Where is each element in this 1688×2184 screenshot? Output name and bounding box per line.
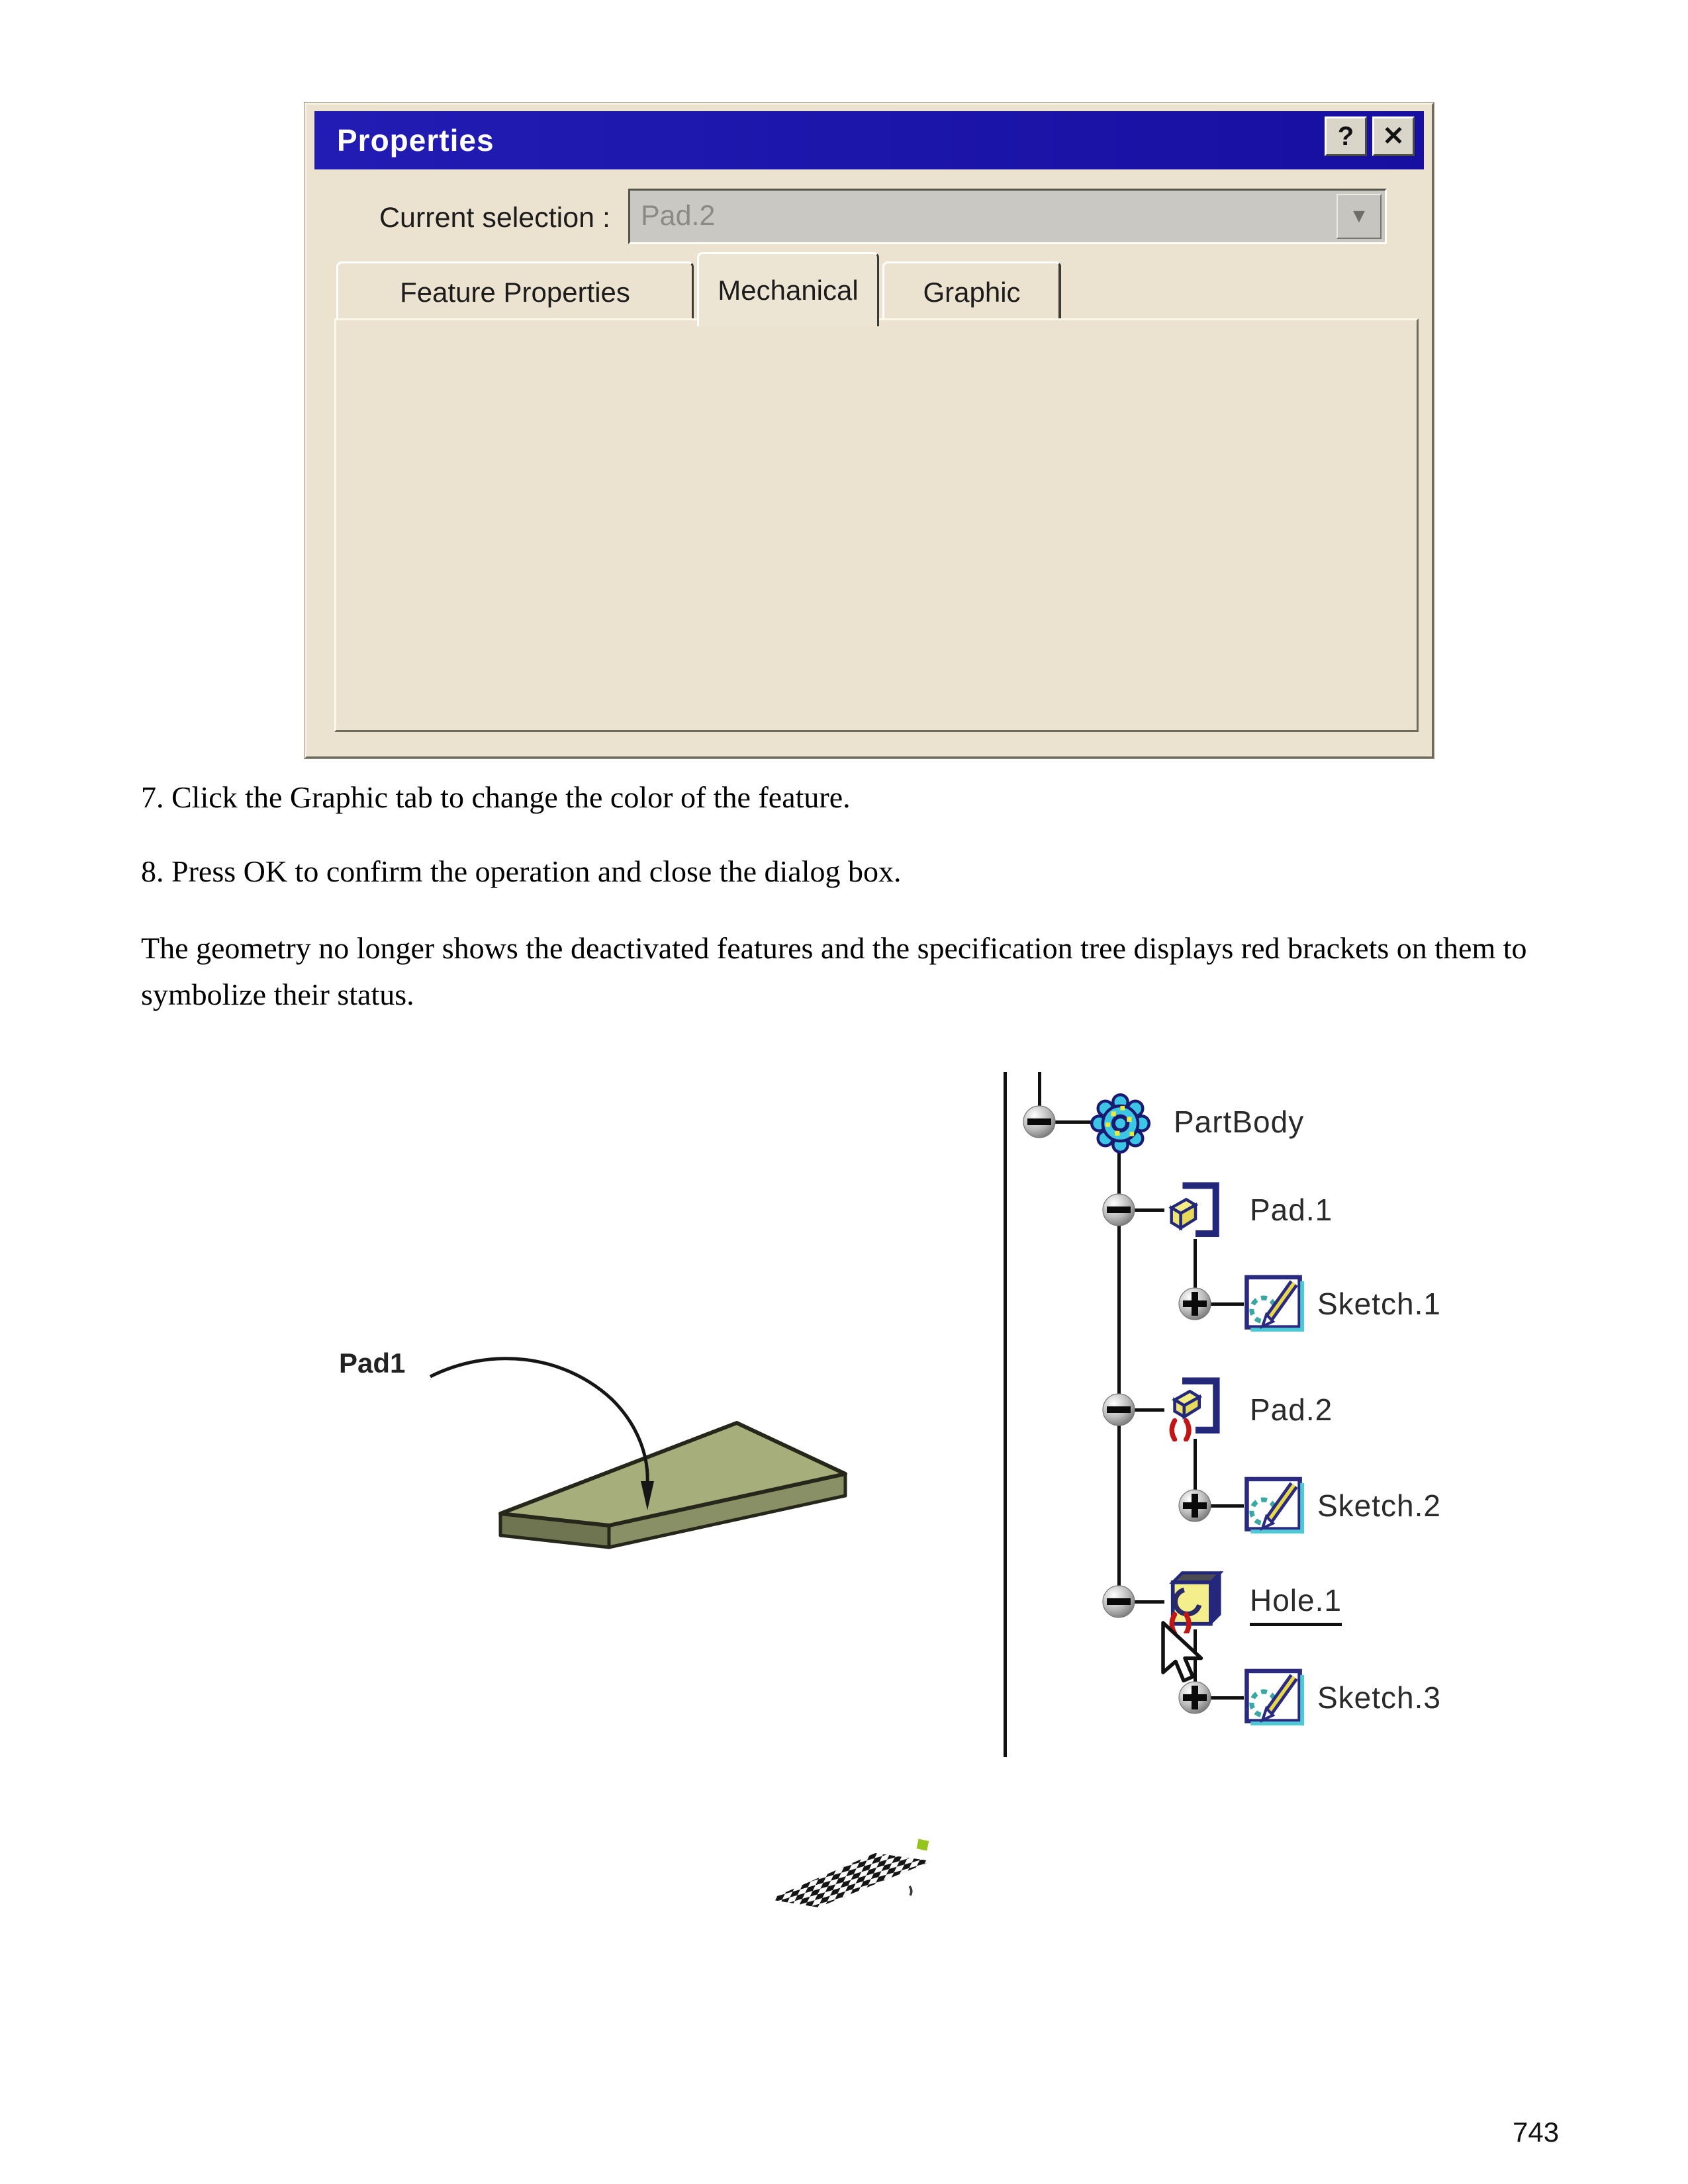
tab-feature-properties[interactable] [336,261,694,321]
partbody-gear-icon[interactable] [1089,1092,1152,1155]
tree-node-pad2[interactable] [1102,1392,1136,1427]
tab-label: Graphic [923,276,1021,308]
pad1-callout-label: Pad1 [339,1347,406,1379]
minus-node-icon [1102,1392,1136,1427]
sketch-icon[interactable] [1244,1476,1307,1535]
pad-icon[interactable] [1163,1180,1228,1243]
plus-node-icon [1178,1287,1212,1321]
pad-deactivated-icon[interactable] [1163,1375,1228,1441]
tree-item-pad1[interactable]: Pad.1 [1250,1193,1333,1227]
flag-green-mark [917,1839,929,1850]
callout-arrow-line [430,1359,647,1484]
close-icon: ✕ [1382,122,1405,151]
tree-trunk-line [1004,1072,1007,1757]
pad-slab-top [500,1423,845,1525]
sketch-icon[interactable] [1244,1274,1307,1334]
red-bracket-open [1172,1421,1174,1440]
tab-label: Feature Properties [400,276,630,308]
current-selection-value: Pad.2 [641,200,716,232]
minus-node-icon [1102,1584,1136,1619]
step-8: 8. Press OK to confirm the operation and close the dialog box. [141,854,902,888]
tree-item-sketch2[interactable]: Sketch.2 [1317,1488,1441,1523]
minus-node-icon [1102,1193,1136,1227]
close-button[interactable] [1372,116,1415,156]
tree-node-sketch1[interactable] [1178,1287,1212,1321]
body-paragraph: The geometry no longer shows the deactivated features and the specification tree displays red brackets on them to symbolize their status. [141,931,1527,1011]
tree-node-hole1[interactable] [1102,1584,1136,1619]
tree-connector [1211,1696,1244,1700]
tree-node-sketch2[interactable] [1178,1488,1212,1523]
tab-separator [1058,265,1061,322]
mechanical-tab-panel [334,318,1419,732]
page-number: 743 [1513,2116,1560,2148]
red-bracket-close [1186,1421,1189,1440]
tree-item-pad2[interactable]: Pad.2 [1250,1392,1333,1427]
tree-connector [1135,1600,1164,1604]
tree-connector [1211,1504,1244,1508]
question-icon: ? [1337,121,1354,151]
tree-connector [1055,1120,1091,1124]
plus-node-icon [1178,1488,1212,1523]
flag-pole-mark [910,1886,912,1895]
tree-connector [1135,1208,1164,1212]
tree-item-sketch3[interactable]: Sketch.3 [1317,1680,1441,1715]
step-7: 7. Click the Graphic tab to change the color of the feature. [141,780,851,814]
tree-node-pad1[interactable] [1102,1193,1136,1227]
chevron-down-icon: ▼ [1349,205,1369,227]
dialog-titlebar[interactable] [314,111,1424,169]
tree-item-hole1[interactable]: Hole.1 [1250,1580,1342,1626]
combo-dropdown-button[interactable] [1336,194,1382,239]
current-selection-combo[interactable] [628,189,1387,244]
tree-stub-line [1038,1072,1041,1109]
sketch-icon[interactable] [1244,1668,1307,1727]
minus-node-icon [1022,1105,1056,1139]
tree-item-sketch1[interactable]: Sketch.1 [1317,1287,1441,1321]
checkered-flag-icon [761,1821,940,1911]
tree-node-partbody[interactable] [1022,1105,1056,1139]
mouse-cursor-icon [1160,1620,1206,1692]
tree-item-partbody[interactable]: PartBody [1174,1105,1305,1139]
dialog-title: Properties [337,123,494,158]
pad-3d-figure [278,1324,887,1569]
tab-graphic[interactable] [882,261,1061,321]
tree-connector [1211,1302,1244,1306]
tree-connector [1135,1408,1164,1412]
current-selection-label: Current selection : [379,202,610,234]
tab-mechanical[interactable] [697,252,879,326]
help-button[interactable] [1325,116,1367,156]
properties-dialog [305,103,1434,758]
tab-label: Mechanical [718,274,859,306]
